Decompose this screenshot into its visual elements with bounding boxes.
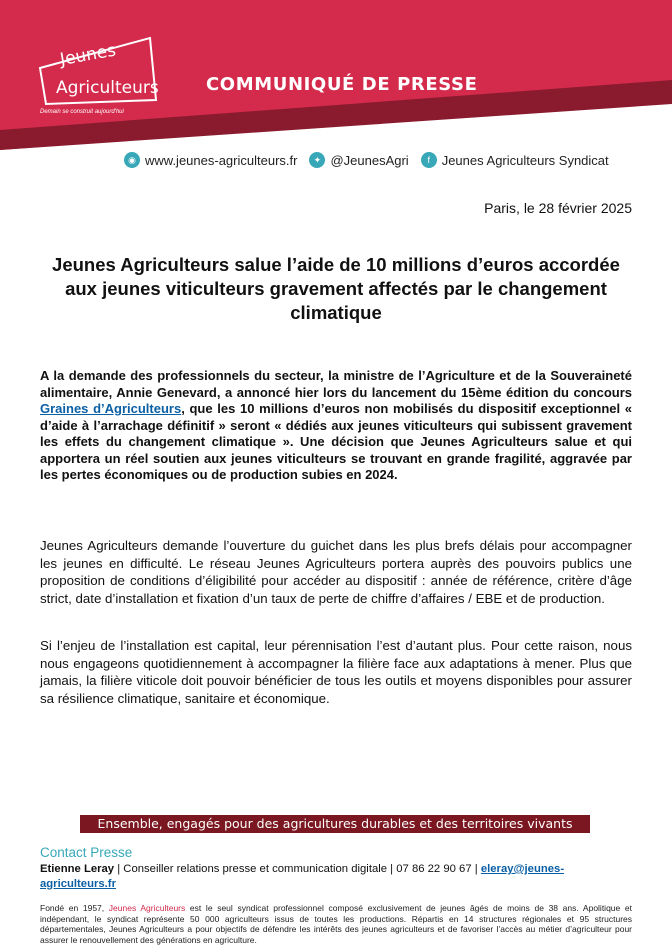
social-bar [124,150,609,170]
twitter-icon: ✦ [309,152,325,168]
paragraph-3: Si l’enjeu de l’installation est capital, leur pérennisation l’est d’autant plus. Pour cette raison, nous nous engageons quotidiennement à accompagner la filière face aux adaptations à mener. Plus que jamais, la filière viticole doit pouvoir bénéficier de tous les outils et moyens disponibles pour assurer sa résilience climatique, sanitaire et économique. [40,638,632,706]
logo-tagline: Demain se construit aujourd'hui [40,109,124,115]
page-title: COMMUNIQUÉ DE PRESSE [206,74,478,95]
footer-text-start: Fondé en 1957, [40,903,109,913]
footer-brand: Jeunes Agriculteurs [108,903,186,913]
lead-text-start: A la demande des professionnels du secteur, la ministre de l’Agriculture et de la Souveraineté alimentaire, Annie Genevard, a annoncé hier lors du lancement du 15ème édition du concours [40,368,632,400]
contact-email-link[interactable]: eleray@jeunes-agriculteurs.fr [40,863,565,890]
footer-about [40,903,632,945]
logo-text-agriculteurs: Agriculteurs [56,78,159,98]
headline: Jeunes Agriculteurs salue l’aide de 10 millions d’euros accordée aux jeunes viticulteurs gravement affectés par le changement climatique [52,254,620,323]
contact-name: Etienne Leray [40,863,115,875]
header-banner [0,0,672,150]
lead-text-end: , que les 10 millions d’euros non mobilisés du dispositif exceptionnel « d’aide à l’arrachage définitif » seront « dédiés aux jeunes viticulteurs qui subissent gravement les effets du changement climatique ». Une décision que Jeunes Agriculteurs salue et qui apportera un réel soutien aux jeunes viticulteurs se trouvant en grande fragilité, aggravée par les pertes économiques ou de production subies en 2024. [40,401,633,482]
contact-line [40,862,632,891]
logo-text-jeunes: Jeunes [58,40,118,70]
twitter-link[interactable]: @JeunesAgri [330,152,409,168]
footer-text-end: est le seul syndicat professionnel composé exclusivement de jeunes âgés de moins de 38 ans. Apolitique et indépendant, le syndicat représente 50 000 agriculteurs issus de toutes les productions. Répartis en 14 structures régionales et 95 structures départementales, Jeunes Agriculteurs a pour objectifs de défendre les intérêts des jeunes agriculteurs et de favoriser l’accès au métier d’agriculteur pour assurer le renouvellement des générations en agriculture. [40,903,632,945]
motto-banner: Ensemble, engagés pour des agricultures durables et des territoires vivants [80,815,590,833]
date-line: Paris, le 28 février 2025 [484,200,632,216]
facebook-link[interactable]: Jeunes Agriculteurs Syndicat [441,152,609,168]
lead-paragraph [40,368,632,484]
contact-role: | Conseiller relations presse et communication digitale | 07 86 22 90 67 | [114,863,481,875]
facebook-icon: f [421,152,437,168]
graines-link[interactable]: Graines d’Agriculteurs [40,401,182,416]
web-icon: ◉ [124,152,140,168]
contact-heading: Contact Presse [40,845,133,860]
paragraph-2: Jeunes Agriculteurs demande l’ouverture du guichet dans les plus brefs délais pour accompagner les jeunes en difficulté. Le réseau Jeunes Agriculteurs portera auprès des pouvoirs publics une proposition de conditions d’éligibilité pour accéder au dispositif : année de référence, critère d’âge strict, date d’installation et fixation d’un taux de perte de chiffre d’affaires / EBE et de production. [40,538,632,606]
website-link[interactable]: www.jeunes-agriculteurs.fr [145,152,298,168]
